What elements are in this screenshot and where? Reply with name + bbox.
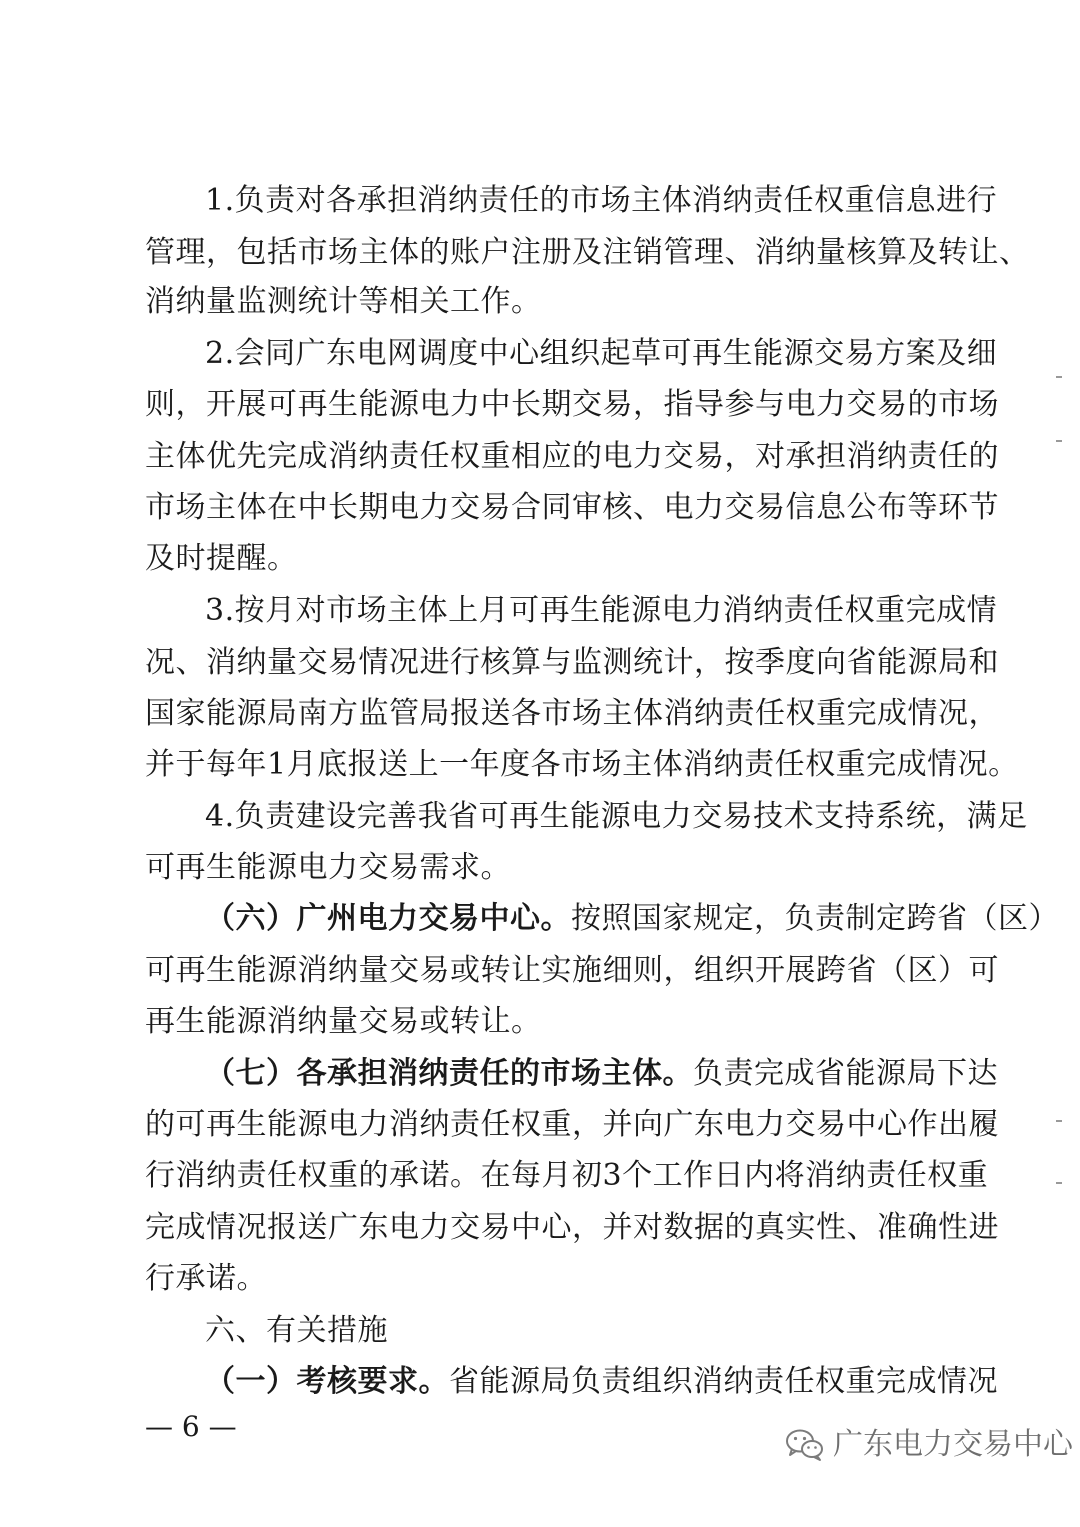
scan-edge-mark <box>1056 1182 1062 1184</box>
scan-edge-mark <box>1056 1120 1062 1122</box>
paragraph-line: 3.按月对市场主体上月可再生能源电力消纳责任权重完成情 <box>205 593 998 628</box>
wechat-icon <box>785 1428 825 1462</box>
source-watermark <box>785 1428 1073 1462</box>
paragraph-line: 市场主体在中长期电力交易合同审核、电力交易信息公布等环节 <box>145 490 999 525</box>
section-line <box>205 1056 998 1091</box>
paragraph-line: 再生能源消纳量交易或转让。 <box>145 1004 542 1039</box>
section-text: 省能源局负责组织消纳责任权重完成情况 <box>449 1364 998 1399</box>
paragraph-line: 行承诺。 <box>145 1261 267 1296</box>
paragraph-line: 况、消纳量交易情况进行核算与监测统计，按季度向省能源局和 <box>145 645 999 680</box>
paragraph-line: 完成情况报送广东电力交易中心，并对数据的真实性、准确性进 <box>145 1210 999 1245</box>
paragraph-line: 可再生能源电力交易需求。 <box>145 850 511 885</box>
paragraph-line: 的可再生能源电力消纳责任权重，并向广东电力交易中心作出履 <box>145 1107 999 1142</box>
section-heading: 六、有关措施 <box>205 1313 388 1348</box>
paragraph-line: 消纳量监测统计等相关工作。 <box>145 284 542 319</box>
watermark-text: 广东电力交易中心 <box>833 1427 1073 1462</box>
paragraph-line: 则，开展可再生能源电力中长期交易，指导参与电力交易的市场 <box>145 387 999 422</box>
section-title: （六）广州电力交易中心。 <box>205 901 571 936</box>
paragraph-line: 2.会同广东电网调度中心组织起草可再生能源交易方案及细 <box>205 336 998 371</box>
paragraph-line: 及时提醒。 <box>145 541 298 576</box>
section-text: 按照国家规定，负责制定跨省（区） <box>571 901 1059 936</box>
page-number: — 6 — <box>145 1410 237 1443</box>
paragraph-line: 4.负责建设完善我省可再生能源电力交易技术支持系统，满足 <box>205 799 1028 834</box>
scan-edge-mark <box>1056 376 1062 378</box>
section-title: （一）考核要求。 <box>205 1364 449 1399</box>
section-line <box>205 901 1059 936</box>
paragraph-line: 可再生能源消纳量交易或转让实施细则，组织开展跨省（区）可 <box>145 953 999 988</box>
paragraph-line: 管理，包括市场主体的账户注册及注销管理、消纳量核算及转让、 <box>145 235 1030 270</box>
section-title: （七）各承担消纳责任的市场主体。 <box>205 1056 693 1091</box>
paragraph-line: 主体优先完成消纳责任权重相应的电力交易，对承担消纳责任的 <box>145 439 999 474</box>
section-line <box>205 1364 998 1399</box>
paragraph-line: 1.负责对各承担消纳责任的市场主体消纳责任权重信息进行 <box>205 183 998 218</box>
paragraph-line: 国家能源局南方监管局报送各市场主体消纳责任权重完成情况， <box>145 696 999 731</box>
scan-edge-mark <box>1056 440 1062 442</box>
paragraph-line: 并于每年1月底报送上一年度各市场主体消纳责任权重完成情况。 <box>145 747 1019 782</box>
section-text: 负责完成省能源局下达 <box>693 1056 998 1091</box>
paragraph-line: 行消纳责任权重的承诺。在每月初3个工作日内将消纳责任权重 <box>145 1158 989 1193</box>
